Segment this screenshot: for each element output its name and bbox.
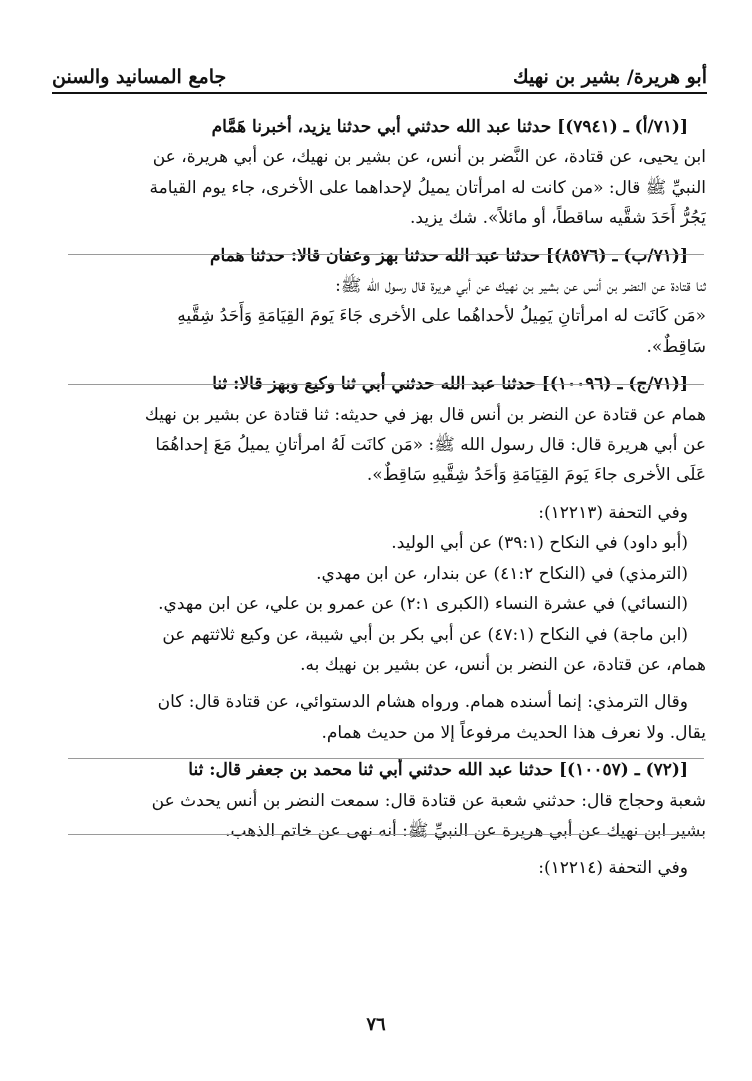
tuhfa-1-title: وفي التحفة (١٢٢١٣): bbox=[538, 502, 688, 523]
hadith-71a-line-4: يَجُرُّ أَحَدَ شقَّيه ساقطاً، أو مائلاً». شك يزيد. bbox=[410, 208, 706, 229]
header-book-title: جامع المسانيد والسنن bbox=[52, 66, 227, 88]
hadith-72-reference: [(٧٢) ـ (١٠٠٥٧)] bbox=[558, 760, 688, 781]
tirmidhi-line-1: وقال الترمذي: إنما أسنده همام. ورواه هشام الدستوائي، عن قتادة قال: كان bbox=[157, 692, 688, 713]
tirmidhi-line-2: يقال. ولا نعرف هذا الحديث مرفوعاً إلا من حديث همام. bbox=[321, 722, 706, 743]
tuhfa-1-entry: (ابن ماجة) في النكاح (٤٧:١) عن أبي بكر بن أبي شيبة، عن وكيع ثلاثتهم عن bbox=[162, 624, 688, 645]
hadith-71b-text-1: حدثنا عبد الله حدثنا بهز وعفان قالا: حدثنا همام bbox=[210, 245, 540, 266]
tuhfa-section-2 bbox=[66, 853, 706, 883]
hadith-71c bbox=[66, 369, 706, 491]
tuhfa-1-entry: همام، عن قتادة، عن النضر بن أنس، عن بشير بن نهيك به. bbox=[300, 654, 706, 675]
tuhfa-1-entry: (النسائي) في عشرة النساء (الكبرى ٢:١) عن عمرو بن علي، عن ابن مهدي. bbox=[158, 594, 688, 615]
tirmidhi-note bbox=[66, 687, 706, 748]
hadith-71c-line-2: همام عن قتادة عن النضر بن أنس قال بهز في حديثه: ثنا قتادة عن بشير بن نهيك bbox=[144, 404, 706, 425]
hadith-71a bbox=[66, 112, 706, 234]
section-divider bbox=[68, 254, 704, 255]
section-divider bbox=[68, 758, 704, 759]
tuhfa-section-1 bbox=[66, 498, 706, 680]
tuhfa-2-title: وفي التحفة (١٢٢١٤): bbox=[538, 858, 688, 879]
header-chapter-title: أبو هريرة/ بشير بن نهيك bbox=[512, 66, 707, 88]
hadith-72-line-3: بشير ابن نهيك عن أبي هريرة عن النبيِّ ﷺ: أنه نهى عن خاتم الذهب. bbox=[225, 820, 706, 841]
tuhfa-1-entry: (أبو داود) في النكاح (٣٩:١) عن أبي الوليد. bbox=[391, 533, 688, 554]
hadith-72-line-2: شعبة وحجاج قال: حدثني شعبة عن قتادة قال: سمعت النضر بن أنس يحدث عن bbox=[151, 790, 706, 811]
hadith-71b-line-4: سَاقِطٌ». bbox=[646, 336, 706, 357]
hadith-72 bbox=[66, 755, 706, 846]
section-divider bbox=[68, 834, 704, 835]
hadith-71a-line-2: ابن يحيى، عن قتادة، عن النَّضر بن أنس، عن بشير بن نهيك، عن أبي هريرة، عن bbox=[152, 147, 706, 168]
tuhfa-1-entry: (الترمذي) في (النكاح ٤١:٢) عن بندار، عن ابن مهدي. bbox=[316, 563, 688, 584]
running-header bbox=[52, 56, 707, 94]
hadith-71b-line-2: ثنا قتادة عن النضر بن أنس عن بشير بن نهيك عن أبي هريرة قال رسول الله ﷺ: bbox=[335, 276, 706, 297]
hadith-72-line-1 bbox=[66, 755, 688, 785]
hadith-71a-text-1: حدثنا عبد الله حدثني أبي حدثنا يزيد، أخبرنا هَمَّام bbox=[211, 117, 552, 137]
hadith-71c-line-4: عَلَى الأخرى جاءَ يَومَ القِيَامَةِ وَأحَدُ شِقَّيهِ سَاقِطٌ». bbox=[366, 465, 706, 486]
section-divider bbox=[68, 384, 704, 385]
hadith-71c-reference: [(٧١/ج) ـ (١٠٠٩٦)] bbox=[541, 374, 688, 395]
hadith-71c-line-3: عن أبي هريرة قال: قال رسول الله ﷺ: «مَن كانَت لَهُ امرأتانِ يميلُ مَعَ إحداهُمَا bbox=[155, 435, 706, 456]
page-body bbox=[66, 112, 706, 891]
hadith-72-text-1: حدثنا عبد الله حدثني أبي ثنا محمد بن جعفر قال: ثنا bbox=[188, 760, 554, 781]
page-number: ٧٦ bbox=[366, 1014, 386, 1035]
hadith-71b bbox=[66, 241, 706, 363]
hadith-71b-line-3: «مَن كَانَت له امرأتانِ يَمِيلُ لأحداهُما على الأخرى جَاءَ يَومَ القِيَامَةِ وَأَحَدُ شِقَّيهِ bbox=[177, 306, 706, 327]
hadith-71a-line-1 bbox=[66, 112, 688, 142]
hadith-71b-line-1 bbox=[66, 241, 688, 271]
hadith-71a-line-3: النبيِّ ﷺ قال: «من كانت له امرأتان يميلُ لإحداهما على الأخرى، جاء يوم القيامة bbox=[149, 177, 706, 198]
hadith-71c-text-1: حدثنا عبد الله حدثني أبي ثنا وكيع وبهز قالا: ثنا bbox=[212, 374, 536, 395]
hadith-71b-reference: [(٧١/ب) ـ (٨٥٧٦)] bbox=[545, 245, 688, 266]
hadith-71a-reference: [(٧١/أ) ـ (٧٩٤١)] bbox=[557, 117, 688, 137]
